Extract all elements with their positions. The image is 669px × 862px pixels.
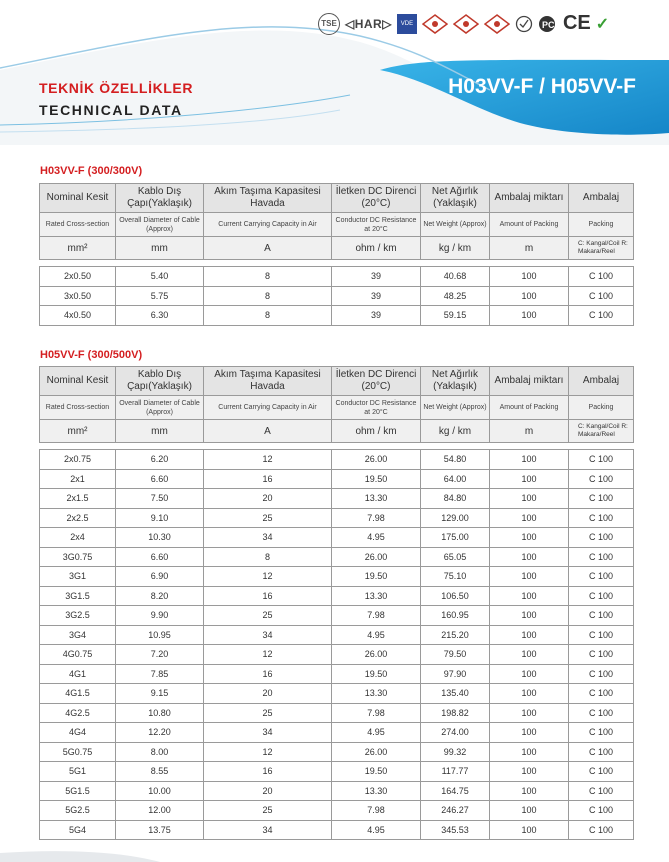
header-row <box>40 184 634 213</box>
table-cell: 12 <box>204 450 332 470</box>
column-subheader: Amount of Packing <box>490 213 569 237</box>
unit-cell: mm² <box>40 237 116 260</box>
table-cell: C 100 <box>569 267 634 287</box>
units-row <box>40 420 634 443</box>
header-row <box>40 213 634 237</box>
table-cell: 3G1 <box>40 567 116 587</box>
table-cell: C 100 <box>569 723 634 743</box>
table-cell: 13.30 <box>332 489 421 509</box>
table-cell: 6.30 <box>116 306 204 326</box>
table-cell: 64.00 <box>421 469 490 489</box>
table-cell: 13.30 <box>332 781 421 801</box>
table-cell: 4.95 <box>332 820 421 840</box>
table-body <box>40 184 634 326</box>
table-cell: 215.20 <box>421 625 490 645</box>
table-cell: C 100 <box>569 528 634 548</box>
table-cell: 100 <box>490 528 569 548</box>
table-cell: 7.98 <box>332 508 421 528</box>
table-cell: 345.53 <box>421 820 490 840</box>
globe-mark-icon <box>515 15 533 33</box>
column-header: Net Ağırlık (Yaklaşık) <box>421 367 490 396</box>
table-cell: 100 <box>490 450 569 470</box>
table-cell: 160.95 <box>421 606 490 626</box>
tse-mark-icon: TSE <box>318 13 340 35</box>
title-turkish: TEKNİK ÖZELLİKLER <box>39 80 194 96</box>
table-cell: 135.40 <box>421 684 490 704</box>
column-subheader: Packing <box>569 213 634 237</box>
table-row <box>40 489 634 509</box>
table-cell: C 100 <box>569 286 634 306</box>
table-cell: 6.60 <box>116 469 204 489</box>
table-cell: 2x4 <box>40 528 116 548</box>
table-cell: 100 <box>490 547 569 567</box>
table-cell: C 100 <box>569 508 634 528</box>
table-cell: 100 <box>490 508 569 528</box>
table-cell: 4G1.5 <box>40 684 116 704</box>
table-cell: 100 <box>490 469 569 489</box>
table-cell: 8.55 <box>116 762 204 782</box>
table-cell: 8 <box>204 286 332 306</box>
column-header: Akım Taşıma Kapasitesi Havada <box>204 367 332 396</box>
table-cell: 39 <box>332 267 421 287</box>
table-row <box>40 781 634 801</box>
unit-cell: mm² <box>40 420 116 443</box>
table-cell: 10.30 <box>116 528 204 548</box>
table-cell: 10.80 <box>116 703 204 723</box>
table-row <box>40 703 634 723</box>
table-cell: 39 <box>332 286 421 306</box>
units-row <box>40 237 634 260</box>
table-cell: 4G1 <box>40 664 116 684</box>
table-cell: 106.50 <box>421 586 490 606</box>
table-cell: 12 <box>204 567 332 587</box>
column-subheader: Packing <box>569 396 634 420</box>
table-cell: 3G1.5 <box>40 586 116 606</box>
unit-cell: m <box>490 420 569 443</box>
column-subheader: Conductor DC Resistance at 20°C <box>332 213 421 237</box>
unit-cell: A <box>204 237 332 260</box>
table-cell: 198.82 <box>421 703 490 723</box>
table-cell: 8.00 <box>116 742 204 762</box>
spacer-row <box>40 443 634 450</box>
table-cell: 65.05 <box>421 547 490 567</box>
table-cell: C 100 <box>569 469 634 489</box>
table-cell: 16 <box>204 469 332 489</box>
table-cell: C 100 <box>569 567 634 587</box>
column-header: İletken DC Direnci (20°C) <box>332 184 421 213</box>
table-cell: 274.00 <box>421 723 490 743</box>
table-cell: 5G1 <box>40 762 116 782</box>
table-cell: C 100 <box>569 586 634 606</box>
table-row <box>40 625 634 645</box>
table-cell: 129.00 <box>421 508 490 528</box>
table-cell: 6.20 <box>116 450 204 470</box>
table-cell: 100 <box>490 489 569 509</box>
unit-cell: m <box>490 237 569 260</box>
table-cell: 75.10 <box>421 567 490 587</box>
spacer-row <box>40 260 634 267</box>
table-cell: C 100 <box>569 489 634 509</box>
table-cell: 40.68 <box>421 267 490 287</box>
table-cell: 59.15 <box>421 306 490 326</box>
table-cell: 13.75 <box>116 820 204 840</box>
table-cell: C 100 <box>569 306 634 326</box>
unit-cell: mm <box>116 237 204 260</box>
table-cell: 100 <box>490 723 569 743</box>
table-cell: 164.75 <box>421 781 490 801</box>
table-cell: 20 <box>204 489 332 509</box>
table-row <box>40 606 634 626</box>
table-cell: 100 <box>490 820 569 840</box>
table-row <box>40 645 634 665</box>
table-cell: 4.95 <box>332 625 421 645</box>
table-cell: 4.95 <box>332 723 421 743</box>
table-cell: 100 <box>490 286 569 306</box>
spec-table-h03 <box>39 183 634 326</box>
table-cell: 5G1.5 <box>40 781 116 801</box>
table-cell: C 100 <box>569 703 634 723</box>
table-cell: 7.20 <box>116 645 204 665</box>
table-cell: 10.95 <box>116 625 204 645</box>
product-code: H03VV-F / H05VV-F <box>448 75 636 98</box>
table-cell: C 100 <box>569 820 634 840</box>
unit-cell: mm <box>116 420 204 443</box>
table-cell: 6.90 <box>116 567 204 587</box>
column-header: Ambalaj miktarı <box>490 367 569 396</box>
table-cell: 100 <box>490 567 569 587</box>
pc-mark-icon <box>538 15 558 33</box>
table-cell: 8 <box>204 547 332 567</box>
vde-mark-icon: VDE <box>397 14 417 34</box>
table-cell: C 100 <box>569 606 634 626</box>
certification-marks <box>318 12 609 35</box>
table-cell: 20 <box>204 684 332 704</box>
table-cell: C 100 <box>569 645 634 665</box>
unit-cell: A <box>204 420 332 443</box>
table-cell: C 100 <box>569 625 634 645</box>
table-cell: C 100 <box>569 781 634 801</box>
table-cell: 54.80 <box>421 450 490 470</box>
table-cell: 100 <box>490 267 569 287</box>
table-cell: 100 <box>490 625 569 645</box>
column-subheader: Conductor DC Resistance at 20°C <box>332 396 421 420</box>
table-cell: 2x2.5 <box>40 508 116 528</box>
table-row <box>40 267 634 287</box>
table-cell: 4.95 <box>332 528 421 548</box>
table-cell: 26.00 <box>332 645 421 665</box>
table-cell: 48.25 <box>421 286 490 306</box>
table-cell: C 100 <box>569 684 634 704</box>
table-cell: 2x1.5 <box>40 489 116 509</box>
table-cell: 13.30 <box>332 586 421 606</box>
table-cell: C 100 <box>569 801 634 821</box>
table-cell: 9.90 <box>116 606 204 626</box>
table-cell: 26.00 <box>332 742 421 762</box>
table-cell: C 100 <box>569 664 634 684</box>
unit-cell: ohm / km <box>332 420 421 443</box>
svg-text:PC: PC <box>541 19 555 30</box>
table-cell: 100 <box>490 606 569 626</box>
table-cell: 3G0.75 <box>40 547 116 567</box>
table-row <box>40 450 634 470</box>
table-cell: 25 <box>204 801 332 821</box>
table-cell: 100 <box>490 306 569 326</box>
table-cell: 2x1 <box>40 469 116 489</box>
column-subheader: Overall Diameter of Cable (Approx) <box>116 396 204 420</box>
unit-cell: C: Kangal/Coil R: Makara/Reel <box>569 237 634 260</box>
table-cell: 100 <box>490 742 569 762</box>
diamond-mark-icon <box>422 14 448 34</box>
column-header: Akım Taşıma Kapasitesi Havada <box>204 184 332 213</box>
table-cell: 12.20 <box>116 723 204 743</box>
column-subheader: Overall Diameter of Cable (Approx) <box>116 213 204 237</box>
table-cell: C 100 <box>569 450 634 470</box>
table-cell: 19.50 <box>332 469 421 489</box>
table-cell: 3G4 <box>40 625 116 645</box>
table-cell: 16 <box>204 586 332 606</box>
table-row <box>40 567 634 587</box>
table-row <box>40 528 634 548</box>
table-cell: 100 <box>490 664 569 684</box>
rohs-check-icon: ✓ <box>595 15 610 33</box>
spec-table-h05 <box>39 366 634 840</box>
table-cell: 4G0.75 <box>40 645 116 665</box>
table-cell: 100 <box>490 684 569 704</box>
table-cell: 100 <box>490 781 569 801</box>
table-cell: 9.15 <box>116 684 204 704</box>
ce-mark-icon: CE <box>562 12 591 34</box>
har-mark-icon: ◁HAR▷ <box>345 16 392 31</box>
table-cell: 100 <box>490 703 569 723</box>
table-cell: 39 <box>332 306 421 326</box>
table-cell: 7.98 <box>332 703 421 723</box>
column-header: Kablo Dış Çapı(Yaklaşık) <box>116 184 204 213</box>
unit-cell: C: Kangal/Coil R: Makara/Reel <box>569 420 634 443</box>
table-cell: 4G4 <box>40 723 116 743</box>
column-header: Nominal Kesit <box>40 184 116 213</box>
table-cell: 20 <box>204 781 332 801</box>
table-cell: 2x0.75 <box>40 450 116 470</box>
table-cell: 19.50 <box>332 664 421 684</box>
footer-wave-graphic <box>0 845 669 862</box>
table-cell: 34 <box>204 723 332 743</box>
column-header: Ambalaj <box>569 184 634 213</box>
table-cell: 8 <box>204 267 332 287</box>
table-cell: 3G2.5 <box>40 606 116 626</box>
column-subheader: Current Carrying Capacity in Air <box>204 213 332 237</box>
table-cell: 26.00 <box>332 450 421 470</box>
section-title-h03: H03VV-F (300/300V) <box>40 165 143 177</box>
column-subheader: Net Weight (Approx) <box>421 213 490 237</box>
table-row <box>40 547 634 567</box>
table-cell: 8.20 <box>116 586 204 606</box>
table-cell: 12 <box>204 742 332 762</box>
table-cell: C 100 <box>569 742 634 762</box>
table-cell: 25 <box>204 703 332 723</box>
table-cell: 100 <box>490 762 569 782</box>
table-cell: 19.50 <box>332 762 421 782</box>
table-cell: 4x0.50 <box>40 306 116 326</box>
table-cell: 7.85 <box>116 664 204 684</box>
table-cell: 2x0.50 <box>40 267 116 287</box>
table-cell: 9.10 <box>116 508 204 528</box>
diamond-mark-icon <box>484 14 510 34</box>
header-row <box>40 367 634 396</box>
table-cell: 34 <box>204 625 332 645</box>
table-row <box>40 762 634 782</box>
table-cell: 5.40 <box>116 267 204 287</box>
table-cell: 100 <box>490 801 569 821</box>
table-cell: C 100 <box>569 762 634 782</box>
section-title-h05: H05VV-F (300/500V) <box>40 349 143 361</box>
table-cell: 26.00 <box>332 547 421 567</box>
column-header: Kablo Dış Çapı(Yaklaşık) <box>116 367 204 396</box>
table-cell: 246.27 <box>421 801 490 821</box>
table-cell: 7.50 <box>116 489 204 509</box>
table-cell: 7.98 <box>332 801 421 821</box>
table-body <box>40 367 634 840</box>
table-cell: 6.60 <box>116 547 204 567</box>
table-cell: 12 <box>204 645 332 665</box>
table-row <box>40 684 634 704</box>
column-subheader: Rated Cross-section <box>40 396 116 420</box>
table-cell: 175.00 <box>421 528 490 548</box>
column-header: İletken DC Direnci (20°C) <box>332 367 421 396</box>
column-subheader: Amount of Packing <box>490 396 569 420</box>
table-row <box>40 469 634 489</box>
table-row <box>40 820 634 840</box>
column-header: Ambalaj miktarı <box>490 184 569 213</box>
header-row <box>40 396 634 420</box>
column-header: Ambalaj <box>569 367 634 396</box>
column-subheader: Net Weight (Approx) <box>421 396 490 420</box>
spacer <box>40 260 634 267</box>
table-cell: 97.90 <box>421 664 490 684</box>
table-row <box>40 508 634 528</box>
table-cell: 5G2.5 <box>40 801 116 821</box>
table-cell: 5G4 <box>40 820 116 840</box>
column-subheader: Current Carrying Capacity in Air <box>204 396 332 420</box>
table-cell: 4G2.5 <box>40 703 116 723</box>
diamond-mark-icon <box>453 14 479 34</box>
table-cell: 19.50 <box>332 567 421 587</box>
table-cell: 5.75 <box>116 286 204 306</box>
table-cell: 16 <box>204 762 332 782</box>
table-cell: 100 <box>490 645 569 665</box>
table-row <box>40 742 634 762</box>
unit-cell: ohm / km <box>332 237 421 260</box>
table-row <box>40 286 634 306</box>
column-header: Nominal Kesit <box>40 367 116 396</box>
table-cell: 12.00 <box>116 801 204 821</box>
table-row <box>40 801 634 821</box>
table-cell: 84.80 <box>421 489 490 509</box>
table-cell: 99.32 <box>421 742 490 762</box>
table-cell: 34 <box>204 528 332 548</box>
table-cell: 10.00 <box>116 781 204 801</box>
table-cell: 117.77 <box>421 762 490 782</box>
spacer <box>40 443 634 450</box>
title-english: TECHNICAL DATA <box>39 102 183 118</box>
table-cell: 7.98 <box>332 606 421 626</box>
table-cell: 79.50 <box>421 645 490 665</box>
table-cell: 100 <box>490 586 569 606</box>
unit-cell: kg / km <box>421 420 490 443</box>
unit-cell: kg / km <box>421 237 490 260</box>
table-cell: 13.30 <box>332 684 421 704</box>
column-header: Net Ağırlık (Yaklaşık) <box>421 184 490 213</box>
table-row <box>40 306 634 326</box>
table-cell: 5G0.75 <box>40 742 116 762</box>
table-cell: 16 <box>204 664 332 684</box>
table-row <box>40 664 634 684</box>
table-cell: C 100 <box>569 547 634 567</box>
table-cell: 25 <box>204 606 332 626</box>
table-cell: 8 <box>204 306 332 326</box>
table-cell: 34 <box>204 820 332 840</box>
column-subheader: Rated Cross-section <box>40 213 116 237</box>
table-cell: 3x0.50 <box>40 286 116 306</box>
table-cell: 25 <box>204 508 332 528</box>
table-row <box>40 723 634 743</box>
table-row <box>40 586 634 606</box>
